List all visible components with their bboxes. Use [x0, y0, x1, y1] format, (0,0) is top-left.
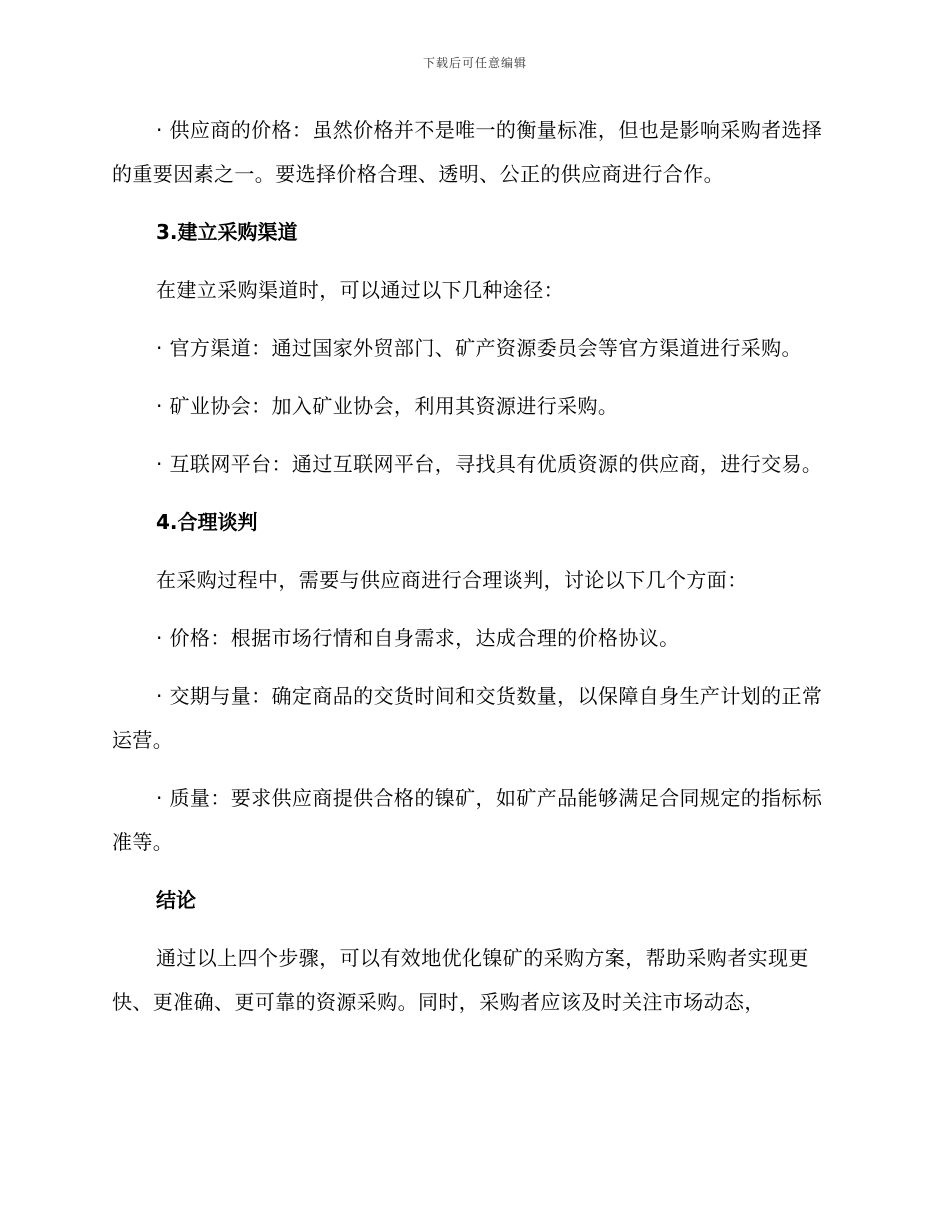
page-header: 下载后可任意编辑	[422, 56, 527, 70]
document-body	[112, 108, 832, 1024]
paragraph-supplier-price: · 供应商的价格：虽然价格并不是唯一的衡量标准，但也是影响采购者选择的重要因素之一。要选择价格合理、透明、公正的供应商进行合作。	[112, 118, 823, 186]
heading-purchase-channels: 3.建立采购渠道	[156, 220, 298, 244]
paragraph-negotiation-intro: 在采购过程中，需要与供应商进行合理谈判，讨论以下几个方面：	[156, 568, 748, 592]
paragraph-channels-intro: 在建立采购渠道时，可以通过以下几种途径：	[156, 278, 564, 302]
heading-conclusion: 结论	[156, 888, 196, 912]
heading-negotiation: 4.合理谈判	[156, 510, 258, 534]
paragraph-mining-association: · 矿业协会：加入矿业协会，利用其资源进行采购。	[156, 394, 619, 418]
paragraph-price: · 价格：根据市场行情和自身需求，达成合理的价格协议。	[156, 626, 680, 650]
paragraph-internet-platform: · 互联网平台：通过互联网平台，寻找具有优质资源的供应商，进行交易。	[156, 452, 823, 476]
paragraph-quality: · 质量：要求供应商提供合格的镍矿，如矿产品能够满足合同规定的指标标准等。	[112, 786, 823, 854]
paragraph-delivery: · 交期与量：确定商品的交货时间和交货数量，以保障自身生产计划的正常运营。	[112, 684, 823, 752]
paragraph-official-channel: · 官方渠道：通过国家外贸部门、矿产资源委员会等官方渠道进行采购。	[156, 336, 802, 360]
paragraph-conclusion: 通过以上四个步骤，可以有效地优化镍矿的采购方案，帮助采购者实现更快、更准确、更可靠的资源采购。同时，采购者应该及时关注市场动态，	[112, 946, 809, 1014]
